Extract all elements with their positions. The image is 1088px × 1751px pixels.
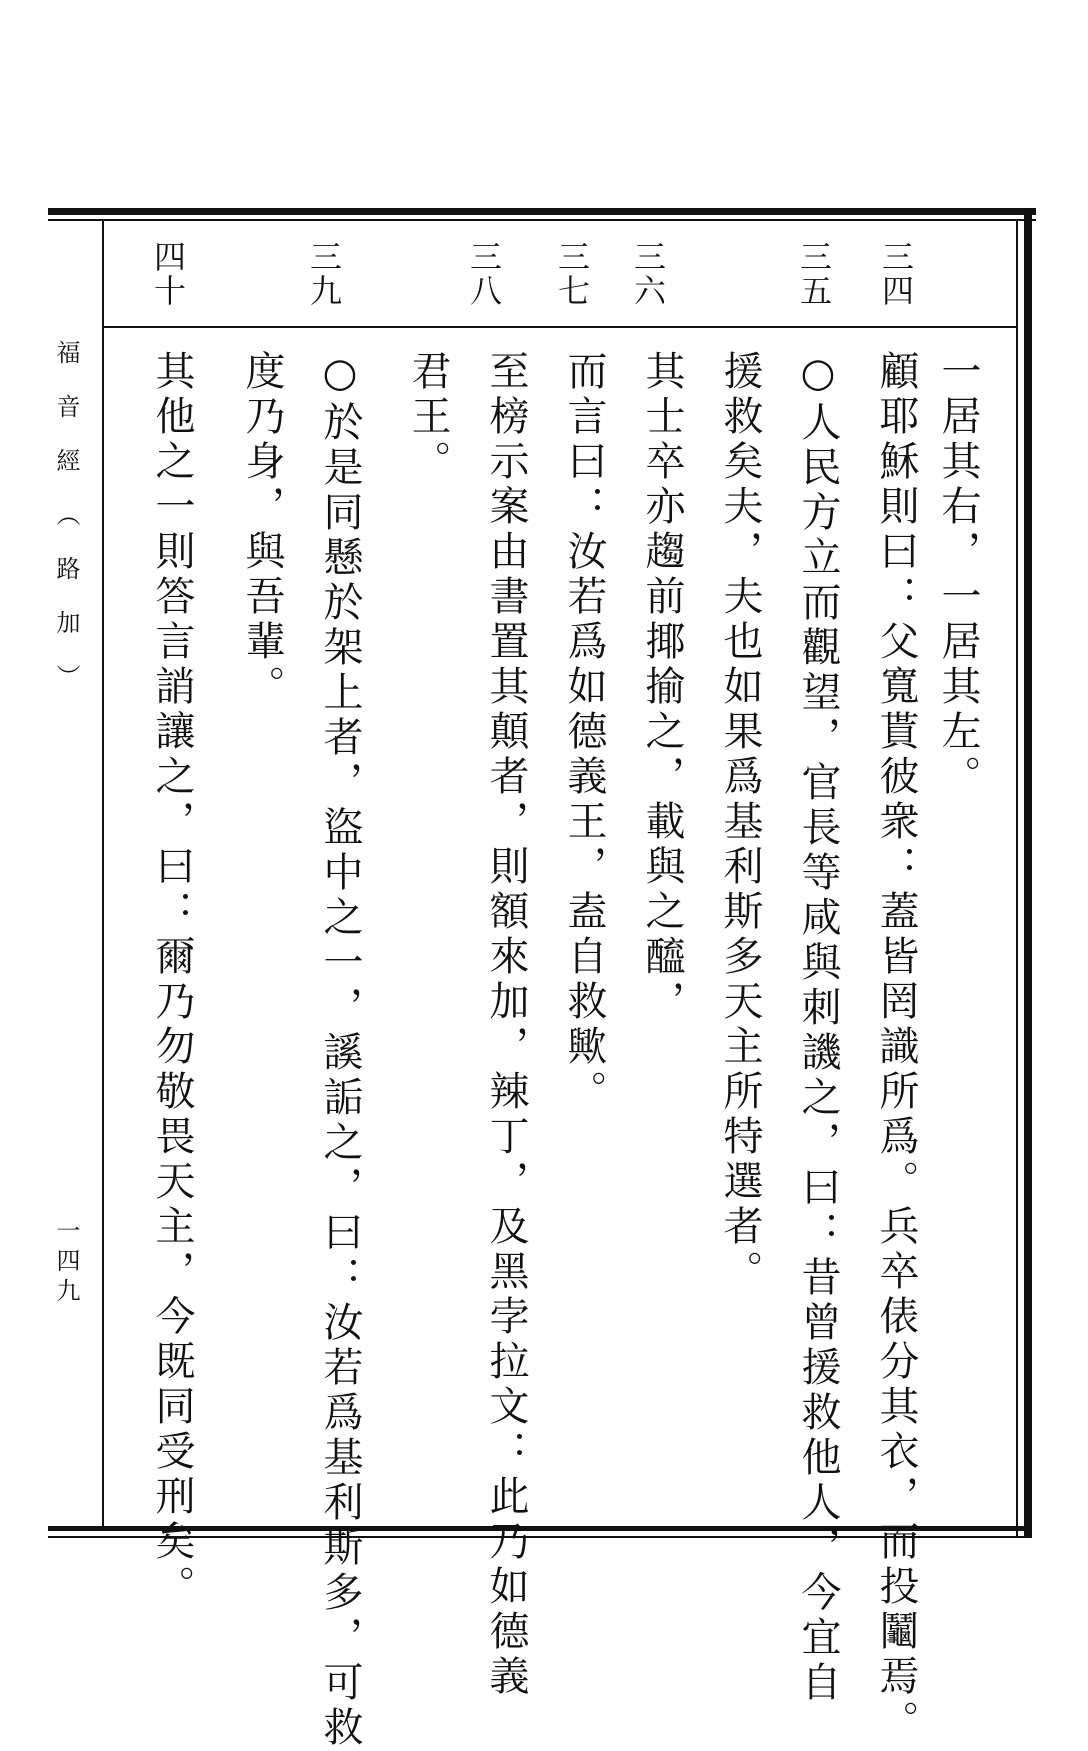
verse-number: 三九 [305, 240, 343, 308]
text-column: 援救矣夫，夫也如果爲基利斯多天主所特選者。 [717, 350, 763, 1295]
book-title: 福音經（路加） [52, 340, 80, 718]
frame-top-inner-border [48, 219, 1036, 221]
frame-left-border [102, 219, 104, 1529]
frame-top-border [48, 208, 1036, 215]
text-column: 一居其右，一居其左。 [935, 350, 981, 800]
verse-number: 四十 [149, 240, 187, 308]
page-number: 一四九 [52, 1218, 80, 1308]
frame-right-border [1024, 208, 1032, 1536]
text-column: 至榜示案由書置其顛者，則額來加，辣丁，及黑孛拉文：此乃如德義 [483, 350, 529, 1700]
text-column: 而言曰：汝若爲如德義王，盍自救歟。 [561, 350, 607, 1115]
verse-header-rule [102, 326, 1016, 328]
verse-number: 三八 [465, 240, 503, 308]
text-column: 其士卒亦趨前揶揄之，載與之醯， [639, 350, 685, 1025]
text-column: ○人民方立而觀望，官長等咸與刺譏之，曰：昔曾援救他人，今宜自 [795, 350, 841, 1706]
text-column: 度乃身，與吾輩。 [239, 350, 285, 710]
frame-right-inner-border [1016, 219, 1018, 1536]
text-column: 君王。 [405, 350, 451, 485]
verse-number: 三六 [629, 240, 667, 308]
verse-number: 三四 [877, 240, 915, 308]
verse-number: 三五 [795, 240, 833, 308]
text-column: 其他之一則答言誚讓之，曰：爾乃勿敬畏天主，今既同受刑矣。 [149, 350, 195, 1610]
verse-number: 三七 [553, 240, 591, 308]
text-column: ○於是同懸於架上者，盜中之一，謑詬之，曰：汝若爲基利斯多，可救 [317, 350, 363, 1751]
text-column: 顧耶穌則曰：父寬貰彼衆：蓋皆罔識所爲。兵卒俵分其衣，而投鬮焉。 [873, 350, 919, 1745]
